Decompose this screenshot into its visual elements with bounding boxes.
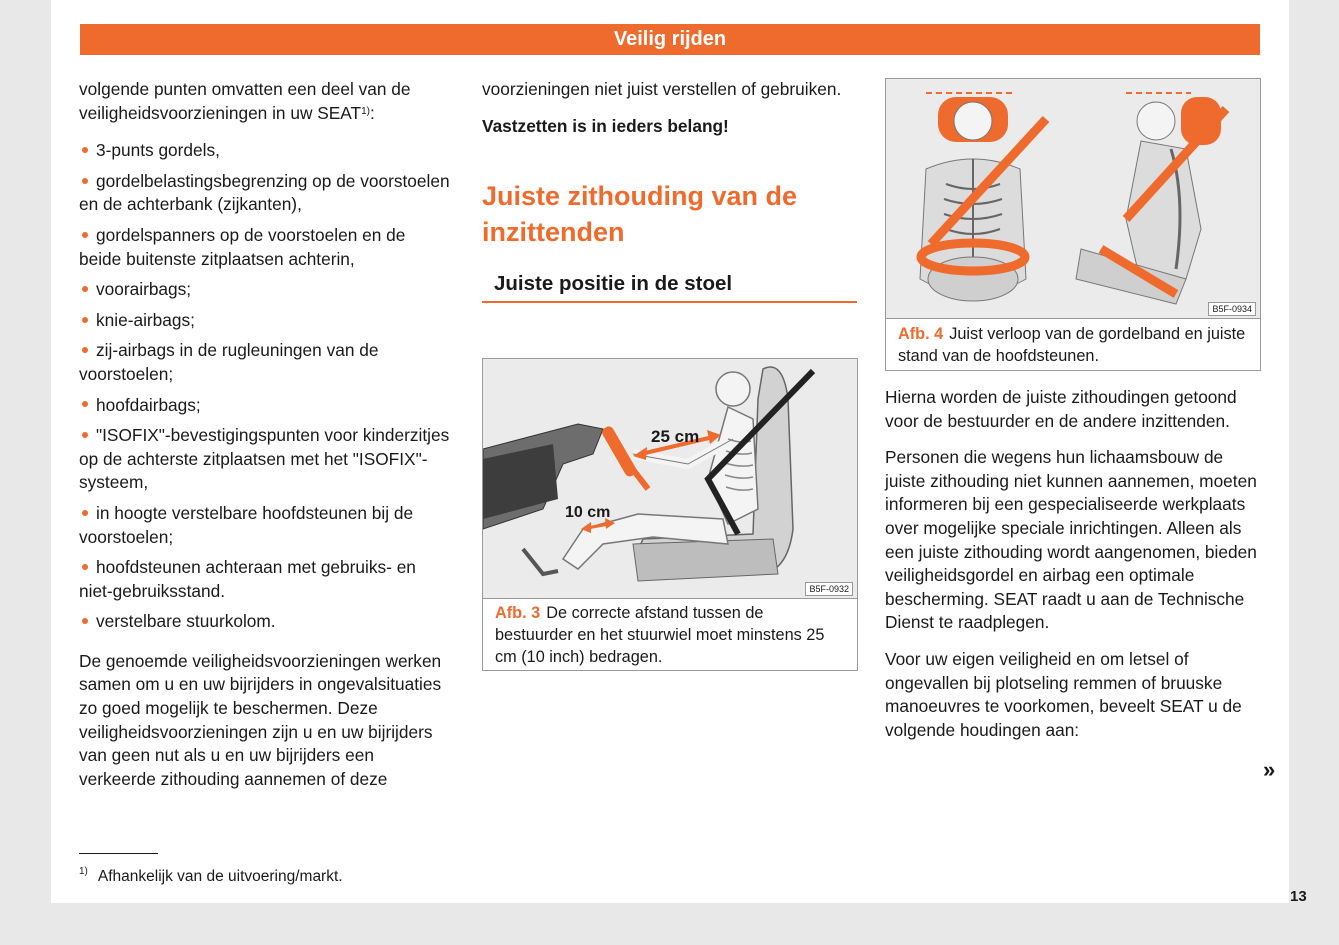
footnote [79,868,343,886]
safety-features-list [79,139,451,634]
list-item: hoofdsteunen achteraan met gebruiks- en niet-gebruiksstand. [79,556,451,603]
body-paragraph: Voor uw eigen veiligheid en om letsel of ongevallen bij plotseling remmen of bruuske manoeuvres te voorkomen, beveelt SEAT u de volgende houdingen aan: [885,648,1242,740]
figure-caption-text: Juist verloop van de gordelband en juiste stand van de hoofdsteunen. [898,325,1246,365]
body-paragraph: Hierna worden de juiste zithoudingen getoond voor de bestuurder en de andere inzittenden. [885,387,1237,431]
figure-3 [482,358,858,671]
list-item: voorairbags; [79,278,451,302]
belt-headrest-diagram [886,79,1260,318]
list-item: 3-punts gordels, [79,139,451,163]
footnote-reference[interactable]: 1) [361,105,371,117]
list-item: "ISOFIX"-bevestigingspunten voor kinderzitjes op de achterste zitplaatsen met het "ISOFIX"-systeem, [79,424,451,495]
intro-text: volgende punten omvatten een deel van de veiligheidsvoorzieningen in uw SEAT [79,79,411,123]
list-item: gordelspanners op de voorstoelen en de beide buitenste zitplaatsen achterin, [79,224,451,271]
list-item: zij-airbags in de rugleuningen van de voorstoelen; [79,339,451,386]
intro-paragraph [79,78,451,125]
figure-label: Afb. 4 [898,325,944,343]
body-paragraph: Personen die wegens hun lichaamsbouw de juiste zithouding niet kunnen aannemen, moeten informeren bij een gespecialiseerde werkplaats over mogelijke speciale inrichtingen. Alleen als een juiste zithouding wordt aangenomen, bieden veiligheidsgordel en airbag een optimale bescherming. SEAT raadt u aan de Technische Dienst te raadplegen. [885,447,1257,633]
figure-caption [898,323,1248,367]
footnote-marker: 1) [79,866,88,877]
column-2 [482,78,857,303]
list-item: gordelbelastingsbegrenzing op de voorstoelen en de achterbank (zijkanten), [79,170,451,217]
footnote-divider [79,853,158,854]
page-number: 13 [1290,888,1307,905]
footnote-text: Afhankelijk van de uitvoering/markt. [97,868,343,885]
column-3 [885,386,1261,755]
figure-label: Afb. 3 [495,604,541,622]
continuation-paragraph: voorzieningen niet juist verstellen of gebruiken. [482,79,842,99]
subsection-title: Juiste positie in de stoel [482,266,857,303]
intro-colon: : [370,102,375,123]
body-paragraph: De genoemde veiligheidsvoorzieningen werken samen om u en uw bijrijders in ongevalsituaties zo goed mogelijk te beschermen. Deze veiligheidsvoorzieningen zijn u en uw bijrijders van geen nut als u en uw bijrijders een verkeerde zithouding aannemen of deze [79,650,442,789]
continued-arrow-icon: » [1263,757,1276,782]
distance-label-10cm: 10 cm [565,504,611,521]
belt-headrest-illustration [886,79,1260,319]
figure-code: B5F-0932 [805,582,853,596]
list-item: knie-airbags; [79,309,451,333]
section-title: Juiste zithouding van de inzittenden [482,181,798,248]
driver-seat-illustration [483,359,857,599]
figure-4 [885,78,1261,371]
emphasis-line: Vastzetten is in ieders belang! [482,115,729,136]
figure-code: B5F-0934 [1208,302,1256,316]
list-item: in hoogte verstelbare hoofdsteunen bij de voorstoelen; [79,502,451,549]
column-1 [79,78,451,804]
chapter-header: Veilig rijden [80,24,1260,55]
distance-label-25cm: 25 cm [651,427,700,446]
figure-caption-text: De correcte afstand tussen de bestuurder en het stuurwiel moet minstens 25 cm (10 inch) bedragen. [495,604,825,666]
list-item: verstelbare stuurkolom. [79,610,451,634]
figure-caption [495,602,845,668]
list-item: hoofdairbags; [79,394,451,418]
driver-distance-diagram [483,359,857,598]
